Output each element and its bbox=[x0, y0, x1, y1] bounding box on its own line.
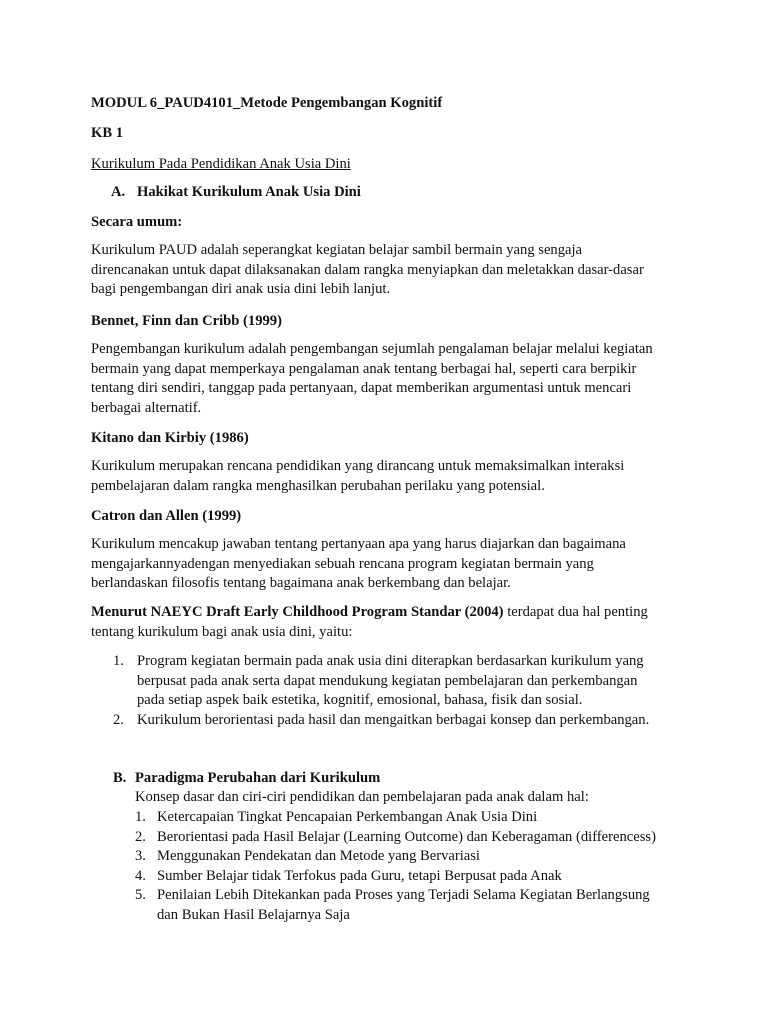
paragraph-line: bagi pengembangan diri anak usia dini lebih lanjut. bbox=[91, 281, 391, 298]
list-number: 2. bbox=[113, 711, 124, 728]
list-number: 4. bbox=[135, 867, 146, 884]
section-a-title: Hakikat Kurikulum Anak Usia Dini bbox=[137, 184, 361, 200]
paragraph-line: tentang kurikulum bagi anak usia dini, yaitu: bbox=[91, 623, 353, 640]
list-number: 5. bbox=[135, 887, 146, 904]
list-item bbox=[135, 867, 695, 887]
paragraph-line: Kurikulum PAUD adalah seperangkat kegiatan belajar sambil bermain yang sengaja bbox=[91, 242, 583, 258]
list-number: 1. bbox=[135, 809, 146, 825]
list-number: 2. bbox=[135, 828, 146, 845]
umum-paragraph bbox=[91, 241, 691, 300]
list-item bbox=[135, 828, 695, 848]
list-item bbox=[135, 808, 695, 828]
list-line: Menggunakan Pendekatan dan Metode yang Bervariasi bbox=[157, 848, 480, 865]
section-a-heading bbox=[111, 183, 711, 203]
section-b-intro: Konsep dasar dan ciri-ciri pendidikan dan pembelajaran pada anak dalam hal: bbox=[135, 789, 589, 805]
list-line: Kurikulum berorientasi pada hasil dan mengaitkan berbagai konsep dan perkembangan. bbox=[137, 711, 650, 728]
naeyc-source: Menurut NAEYC Draft Early Childhood Program Standar (2004) bbox=[91, 604, 504, 620]
paragraph-line: direncanakan untuk dapat dilaksanakan dalam rangka menyiapkan dan meletakkan dasar-dasar bbox=[91, 261, 644, 278]
paragraph-line: berlandaskan filosofis tentang bagaimana anak berkembang dan belajar. bbox=[91, 575, 511, 592]
list-number: 1. bbox=[113, 653, 124, 669]
module-title: MODUL 6_PAUD4101_Metode Pengembangan Kognitif bbox=[91, 95, 443, 111]
paragraph-line: Pengembangan kurikulum adalah pengembangan sejumlah pengalaman belajar melalui kegiatan bbox=[91, 341, 653, 357]
section-b-heading bbox=[113, 769, 713, 789]
list-item bbox=[135, 847, 695, 867]
section-b-marker: B. bbox=[113, 770, 127, 786]
paragraph-line bbox=[91, 603, 691, 623]
paragraph-line: berbagai alternatif. bbox=[91, 399, 202, 416]
list-line: Sumber Belajar tidak Terfokus pada Guru, tetapi Berpusat pada Anak bbox=[157, 867, 562, 884]
list-line: pada setiap aspek baik estetika, kognitif, emosional, bahasa, fisik dan sosial. bbox=[137, 692, 583, 709]
list-line: Ketercapaian Tingkat Pencapaian Perkembangan Anak Usia Dini bbox=[157, 809, 538, 825]
paragraph-line: bermain yang dapat memperkaya pengalaman anak tentang berbagai hal, seperti cara berpikir bbox=[91, 360, 637, 377]
paragraph-line: Kurikulum mencakup jawaban tentang pertanyaan apa yang harus diajarkan dan bagaimana bbox=[91, 536, 626, 552]
section-a-marker: A. bbox=[111, 184, 126, 200]
paragraph-line: pembelajaran dalam rangka menghasilkan perubahan perilaku yang potensial. bbox=[91, 477, 545, 494]
paragraph-line: mengajarkannyadengan menyediakan sebuah rencana program kegiatan bermain yang bbox=[91, 555, 594, 572]
list-line: Program kegiatan bermain pada anak usia dini diterapkan berdasarkan kurikulum yang bbox=[137, 653, 644, 669]
catron-paragraph bbox=[91, 535, 691, 594]
list-number: 3. bbox=[135, 848, 146, 865]
topic-heading: Kurikulum Pada Pendidikan Anak Usia Dini bbox=[91, 156, 351, 172]
paradigma-list bbox=[135, 808, 695, 926]
naeyc-list bbox=[113, 652, 713, 730]
list-item bbox=[113, 652, 713, 711]
catron-heading: Catron dan Allen (1999) bbox=[91, 508, 242, 524]
umum-heading: Secara umum: bbox=[91, 214, 183, 230]
list-line: Berorientasi pada Hasil Belajar (Learning Outcome) dan Keberagaman (differencess) bbox=[157, 828, 656, 845]
list-line: berpusat pada anak serta dapat mendukung kegiatan pembelajaran dan perkembangan bbox=[137, 672, 638, 689]
naeyc-rest: terdapat dua hal penting bbox=[503, 604, 648, 620]
list-line: dan Bukan Hasil Belajarnya Saja bbox=[157, 906, 350, 923]
paragraph-line: Kurikulum merupakan rencana pendidikan yang dirancang untuk memaksimalkan interaksi bbox=[91, 458, 625, 474]
section-b-title: Paradigma Perubahan dari Kurikulum bbox=[135, 770, 381, 786]
naeyc-paragraph bbox=[91, 603, 691, 642]
kitano-paragraph bbox=[91, 457, 691, 496]
kitano-heading: Kitano dan Kirbiy (1986) bbox=[91, 430, 249, 446]
list-item bbox=[113, 711, 713, 731]
list-line: Penilaian Lebih Ditekankan pada Proses yang Terjadi Selama Kegiatan Berlangsung bbox=[157, 887, 650, 904]
paragraph-line: tentang diri sendiri, tanggap pada pertanyaan, dapat memberikan argumentasi untuk mencari bbox=[91, 380, 632, 397]
kb-label: KB 1 bbox=[91, 125, 124, 141]
bennet-heading: Bennet, Finn dan Cribb (1999) bbox=[91, 313, 282, 329]
bennet-paragraph bbox=[91, 340, 691, 418]
list-item bbox=[135, 886, 695, 925]
